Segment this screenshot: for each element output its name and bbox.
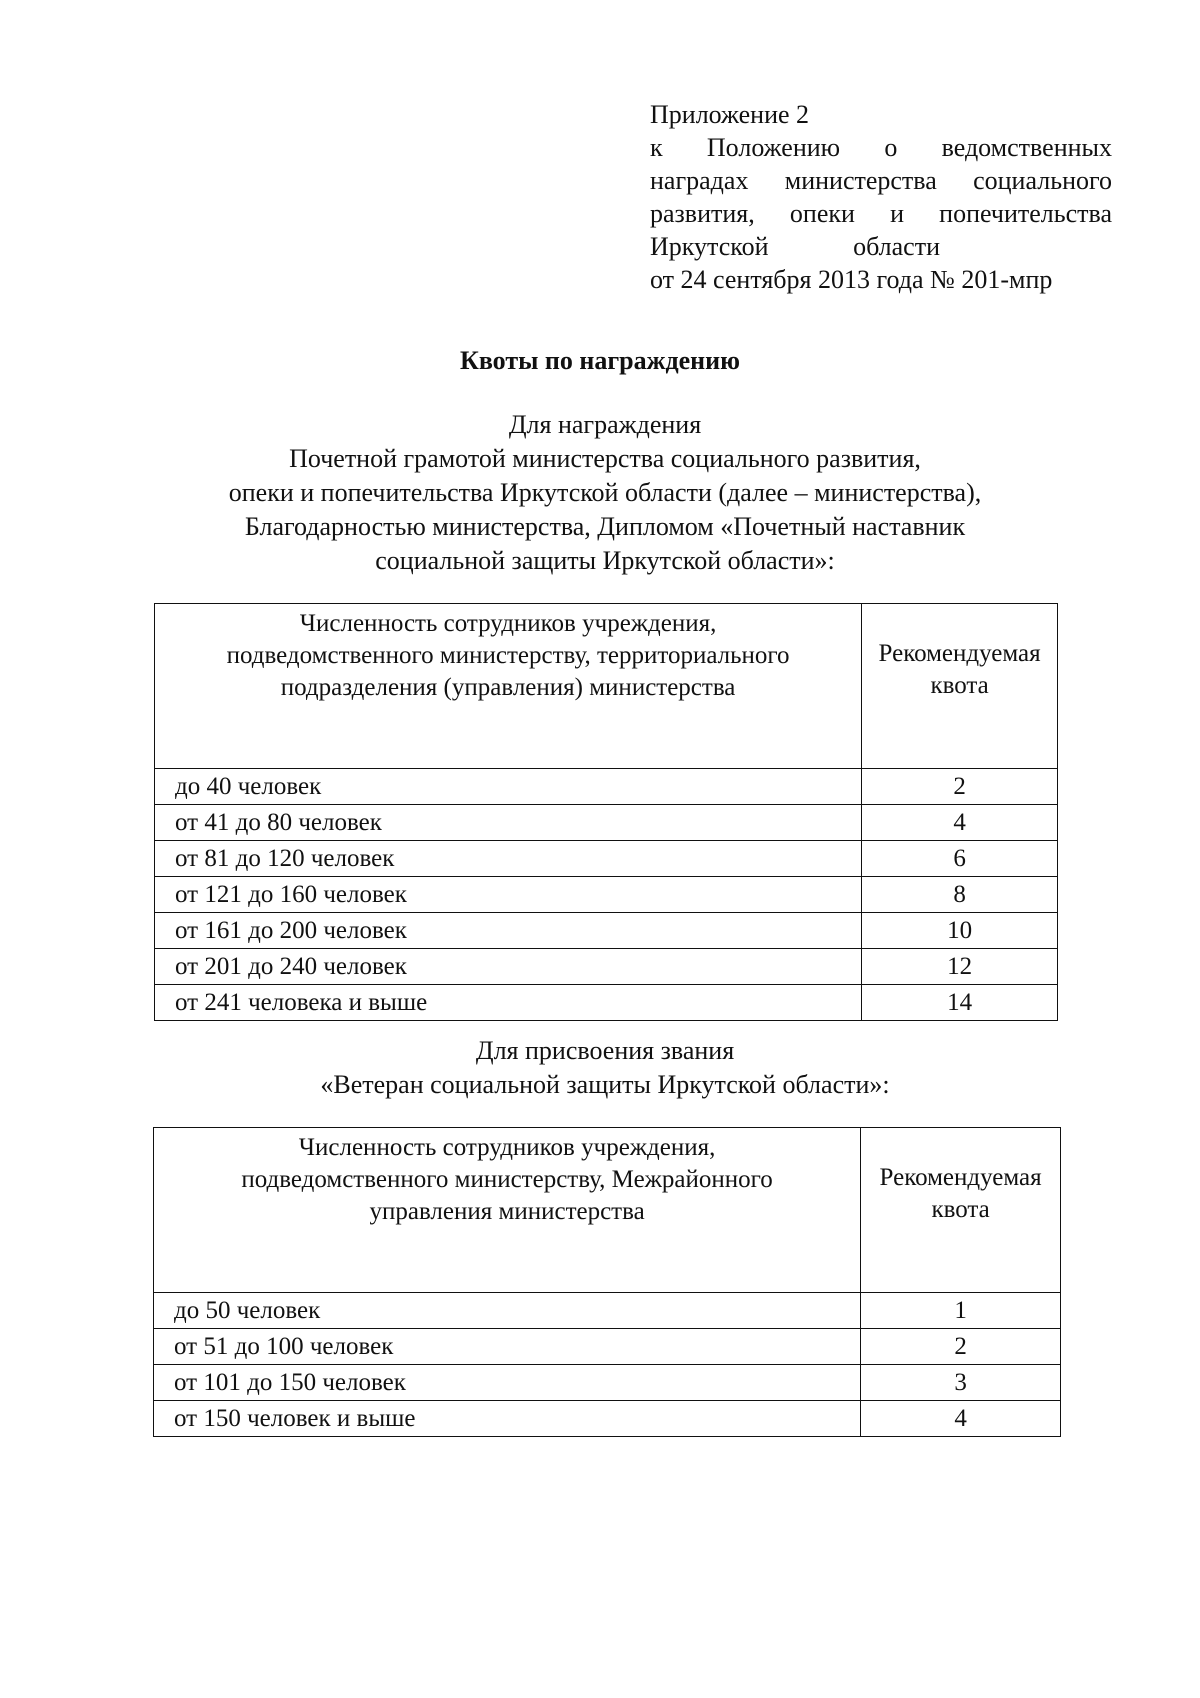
employee-count-header — [155, 604, 862, 769]
range-cell: от 161 до 200 человек — [155, 913, 862, 949]
quota-cell: 12 — [862, 949, 1058, 985]
header-line: подведомственного министерству, Межрайонного — [241, 1166, 773, 1193]
range-cell: до 50 человек — [154, 1293, 861, 1329]
section1-heading — [0, 408, 1200, 578]
header-line: Рекомендуемая — [879, 1164, 1042, 1191]
range-cell: от 121 до 160 человек — [155, 877, 862, 913]
quota-header — [862, 604, 1058, 769]
table-row — [154, 1365, 1061, 1401]
document-title: Квоты по награждению — [459, 346, 741, 375]
table-row — [154, 1329, 1061, 1365]
quota-table-veteran — [153, 1127, 1061, 1437]
range-cell: от 201 до 240 человек — [155, 949, 862, 985]
table-header-row — [154, 1128, 1061, 1293]
table-row — [155, 769, 1058, 805]
header-line: Рекомендуемая — [878, 640, 1041, 667]
quota-cell: 14 — [862, 985, 1058, 1021]
appendix-region-line — [650, 230, 940, 263]
employee-count-header — [154, 1128, 861, 1293]
quota-cell: 8 — [862, 877, 1058, 913]
table-header-row — [155, 604, 1058, 769]
quota-table-awards — [154, 603, 1058, 1021]
range-cell: до 40 человек — [155, 769, 862, 805]
quota-cell: 1 — [861, 1293, 1061, 1329]
quota-cell: 3 — [861, 1365, 1061, 1401]
range-cell: от 41 до 80 человек — [155, 805, 862, 841]
quota-cell: 2 — [861, 1329, 1061, 1365]
appendix-word: области — [853, 232, 940, 261]
quota-cell: 2 — [862, 769, 1058, 805]
table-row — [154, 1293, 1061, 1329]
appendix-line: развития, опеки и попечительства — [650, 199, 1112, 228]
header-line: квота — [931, 1196, 990, 1223]
header-line: управления министерства — [369, 1198, 645, 1225]
section2-heading-line: «Ветеран социальной защиты Иркутской области»: — [320, 1070, 890, 1099]
table-row — [154, 1401, 1061, 1437]
quota-header — [861, 1128, 1061, 1293]
section1-heading-line: Для награждения — [508, 410, 702, 439]
table-row — [155, 949, 1058, 985]
header-line: подразделения (управления) министерства — [280, 674, 736, 701]
range-cell: от 81 до 120 человек — [155, 841, 862, 877]
range-cell: от 241 человека и выше — [155, 985, 862, 1021]
range-cell: от 101 до 150 человек — [154, 1365, 861, 1401]
appendix-reference-line — [650, 131, 1112, 164]
section2-heading — [0, 1034, 1200, 1102]
appendix-line: наградах министерства социального — [650, 166, 1112, 195]
section1-heading-line: Почетной грамотой министерства социального развития, — [289, 444, 921, 473]
header-line: Численность сотрудников учреждения, — [299, 610, 717, 637]
section1-heading-line: опеки и попечительства Иркутской области (далее – министерства), — [228, 478, 982, 507]
appendix-word: ведомственных — [941, 133, 1112, 162]
range-cell: от 51 до 100 человек — [154, 1329, 861, 1365]
header-line: Численность сотрудников учреждения, — [298, 1134, 716, 1161]
header-line: подведомственного министерству, территориального — [226, 642, 790, 669]
range-cell: от 150 человек и выше — [154, 1401, 861, 1437]
appendix-date: от 24 сентября 2013 года № 201-мпр — [650, 265, 1053, 294]
appendix-word: к — [650, 133, 663, 162]
section1-heading-line: Благодарностью министерства, Дипломом «Почетный наставник — [244, 512, 966, 541]
appendix-number: Приложение 2 — [650, 100, 810, 129]
header-line: квота — [930, 672, 989, 699]
quota-cell: 4 — [861, 1401, 1061, 1437]
table-row — [155, 805, 1058, 841]
appendix-word: о — [884, 133, 898, 162]
appendix-block — [650, 98, 1112, 296]
quota-cell: 6 — [862, 841, 1058, 877]
appendix-word: Положению — [706, 133, 841, 162]
appendix-word: Иркутской — [650, 232, 769, 261]
quota-cell: 4 — [862, 805, 1058, 841]
table-row — [155, 841, 1058, 877]
table-row — [155, 985, 1058, 1021]
section2-heading-line: Для присвоения звания — [475, 1036, 735, 1065]
quota-cell: 10 — [862, 913, 1058, 949]
table-row — [155, 913, 1058, 949]
table-row — [155, 877, 1058, 913]
section1-heading-line: социальной защиты Иркутской области»: — [375, 546, 835, 575]
